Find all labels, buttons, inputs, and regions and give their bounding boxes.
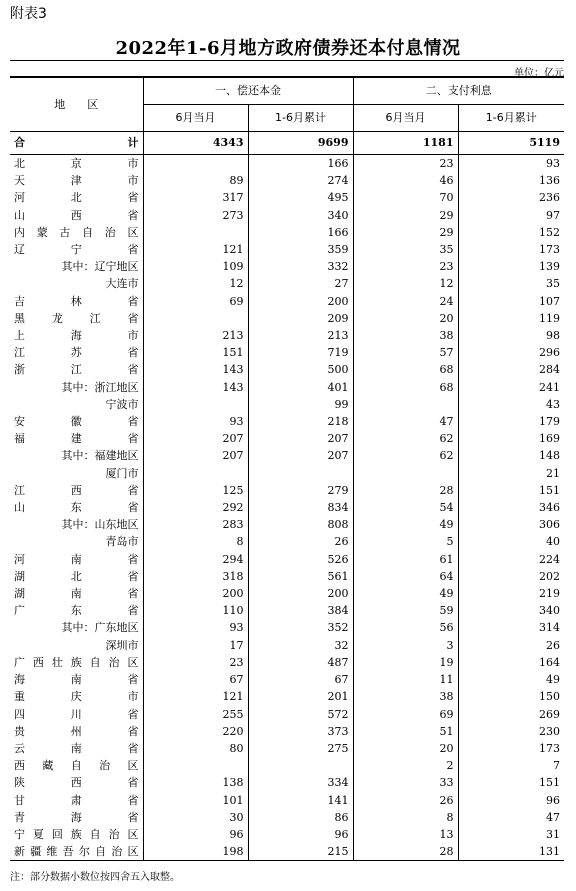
cell-interest-cumulative: 164 [458,654,564,671]
cell-principal-june: 220 [143,723,248,740]
cell-principal-cumulative: 495 [248,189,353,206]
table-row [10,396,564,413]
header-principal-cumulative: 1-6月累计 [248,105,353,132]
cell-principal-cumulative: 99 [248,396,353,413]
debt-table [10,76,564,861]
cell-interest-cumulative: 43 [458,396,564,413]
sub-region-label: 大连市 [105,277,139,291]
table-row [10,499,564,516]
cell-principal-cumulative: 166 [248,155,353,173]
cell-interest-cumulative: 179 [458,413,564,430]
cell-interest-june: 5 [353,533,458,550]
table-row [10,637,564,654]
cell-interest-cumulative: 97 [458,207,564,224]
cell-principal-june: 8 [143,533,248,550]
table-row [10,619,564,636]
region-label: 广西壮族自治区 [14,655,139,669]
region-label: 江西省 [14,483,139,497]
cell-interest-june [353,465,458,482]
cell-interest-june: 62 [353,430,458,447]
cell-interest-june: 23 [353,258,458,275]
cell-principal-june: 89 [143,172,248,189]
region-label: 福建省 [14,432,139,446]
sub-region-label: 青岛市 [105,535,139,549]
cell-principal-cumulative: 67 [248,671,353,688]
table-row [10,465,564,482]
cell-interest-june: 13 [353,826,458,843]
cell-principal-june: 200 [143,585,248,602]
cell-interest-cumulative: 150 [458,688,564,705]
cell-interest-cumulative: 340 [458,602,564,619]
region-label: 辽宁省 [14,243,139,257]
cell-interest-cumulative: 131 [458,843,564,861]
header-principal: 一、偿还本金 [143,77,353,105]
cell-interest-cumulative: 230 [458,723,564,740]
cell-principal-june: 283 [143,516,248,533]
header-region: 地 区 [10,77,143,132]
cell-interest-june: 20 [353,740,458,757]
table-row [10,843,564,861]
cell-principal-cumulative: 218 [248,413,353,430]
cell-principal-cumulative: 141 [248,792,353,809]
total-interest-cumulative: 5119 [458,132,564,155]
region-label: 天津市 [14,174,139,188]
region-label: 甘肃省 [14,793,139,807]
cell-interest-cumulative: 47 [458,809,564,826]
region-label: 云南省 [14,741,139,755]
cell-principal-cumulative: 274 [248,172,353,189]
table-row [10,293,564,310]
region-label: 四川省 [14,707,139,721]
cell-principal-june: 138 [143,774,248,791]
cell-interest-cumulative: 173 [458,241,564,258]
region-label: 上海市 [14,329,139,343]
cell-interest-cumulative: 107 [458,293,564,310]
region-label: 海南省 [14,673,139,687]
cell-principal-june: 294 [143,551,248,568]
cell-principal-june [143,757,248,774]
region-label: 陕西省 [14,776,139,790]
region-label: 北京市 [14,157,139,170]
cell-principal-cumulative: 27 [248,275,353,292]
region-label: 重庆市 [14,690,139,704]
cell-interest-june: 12 [353,275,458,292]
cell-interest-cumulative: 136 [458,172,564,189]
cell-interest-june: 8 [353,809,458,826]
cell-principal-cumulative: 500 [248,361,353,378]
cell-principal-june: 292 [143,499,248,516]
cell-interest-june: 56 [353,619,458,636]
cell-interest-june: 68 [353,379,458,396]
cell-interest-cumulative: 151 [458,774,564,791]
cell-principal-cumulative: 334 [248,774,353,791]
cell-principal-cumulative: 26 [248,533,353,550]
cell-interest-june: 29 [353,207,458,224]
cell-interest-june: 49 [353,516,458,533]
cell-principal-june: 67 [143,671,248,688]
title-divider [10,60,564,61]
table-row [10,516,564,533]
cell-interest-cumulative: 284 [458,361,564,378]
total-label: 合计 [14,136,139,149]
table-row [10,551,564,568]
table-row [10,757,564,774]
cell-principal-cumulative: 384 [248,602,353,619]
table-row [10,602,564,619]
table-row [10,482,564,499]
cell-principal-cumulative: 719 [248,344,353,361]
region-label: 安徽省 [14,415,139,429]
cell-interest-june: 20 [353,310,458,327]
cell-interest-june: 19 [353,654,458,671]
cell-principal-june [143,396,248,413]
table-row [10,241,564,258]
table-row [10,430,564,447]
cell-principal-cumulative: 166 [248,224,353,241]
cell-principal-june: 80 [143,740,248,757]
cell-principal-june: 30 [143,809,248,826]
cell-principal-june: 255 [143,706,248,723]
cell-interest-june: 24 [353,293,458,310]
header-principal-june: 6月当月 [143,105,248,132]
cell-principal-june: 207 [143,447,248,464]
region-label: 山西省 [14,208,139,222]
total-row [10,132,564,155]
cell-principal-june: 121 [143,241,248,258]
sub-region-label: 其中：福建地区 [61,449,139,463]
cell-principal-cumulative [248,757,353,774]
cell-principal-june: 143 [143,379,248,396]
table-row [10,706,564,723]
cell-interest-cumulative: 98 [458,327,564,344]
total-principal-june: 4343 [143,132,248,155]
region-label: 江苏省 [14,346,139,360]
cell-interest-cumulative: 148 [458,447,564,464]
cell-interest-cumulative: 269 [458,706,564,723]
cell-principal-june: 151 [143,344,248,361]
cell-interest-cumulative: 119 [458,310,564,327]
cell-principal-june: 318 [143,568,248,585]
cell-interest-cumulative: 40 [458,533,564,550]
cell-interest-june: 38 [353,688,458,705]
cell-principal-cumulative: 526 [248,551,353,568]
cell-interest-cumulative: 173 [458,740,564,757]
cell-principal-june: 110 [143,602,248,619]
header-interest-june: 6月当月 [353,105,458,132]
region-label: 浙江省 [14,363,139,377]
cell-principal-cumulative: 275 [248,740,353,757]
cell-principal-cumulative: 96 [248,826,353,843]
cell-interest-june: 35 [353,241,458,258]
cell-interest-june: 61 [353,551,458,568]
cell-principal-cumulative: 561 [248,568,353,585]
table-row [10,809,564,826]
cell-interest-june: 26 [353,792,458,809]
cell-principal-june: 125 [143,482,248,499]
region-label: 西藏自治区 [14,759,139,773]
cell-interest-cumulative: 35 [458,275,564,292]
cell-interest-cumulative: 49 [458,671,564,688]
cell-principal-cumulative: 86 [248,809,353,826]
cell-interest-june: 59 [353,602,458,619]
region-label: 河南省 [14,552,139,566]
cell-interest-june: 57 [353,344,458,361]
table-row [10,826,564,843]
sub-region-label: 深圳市 [105,638,139,652]
cell-interest-june: 47 [353,413,458,430]
cell-interest-cumulative: 236 [458,189,564,206]
cell-principal-cumulative: 359 [248,241,353,258]
region-label: 山东省 [14,501,139,515]
cell-principal-cumulative: 808 [248,516,353,533]
table-row [10,688,564,705]
cell-principal-june: 121 [143,688,248,705]
cell-interest-june: 62 [353,447,458,464]
cell-principal-june: 69 [143,293,248,310]
total-principal-cumulative: 9699 [248,132,353,155]
cell-principal-cumulative: 332 [248,258,353,275]
cell-principal-june: 198 [143,843,248,861]
cell-interest-cumulative: 31 [458,826,564,843]
cell-interest-cumulative: 314 [458,619,564,636]
table-row [10,275,564,292]
cell-principal-june: 101 [143,792,248,809]
region-label: 广东省 [14,604,139,618]
cell-interest-june: 23 [353,155,458,173]
cell-interest-june: 33 [353,774,458,791]
cell-principal-cumulative: 209 [248,310,353,327]
region-label: 青海省 [14,810,139,824]
sub-region-label: 厦门市 [105,466,139,480]
cell-interest-cumulative: 96 [458,792,564,809]
cell-principal-june [143,465,248,482]
cell-principal-june: 12 [143,275,248,292]
cell-principal-june: 23 [143,654,248,671]
cell-principal-cumulative: 215 [248,843,353,861]
cell-interest-cumulative: 306 [458,516,564,533]
cell-principal-cumulative: 340 [248,207,353,224]
region-label: 吉林省 [14,294,139,308]
region-label: 宁夏回族自治区 [14,827,139,841]
cell-principal-cumulative: 207 [248,447,353,464]
region-label: 贵州省 [14,724,139,738]
table-row [10,155,564,173]
cell-interest-june: 46 [353,172,458,189]
header-interest: 二、支付利息 [353,77,564,105]
cell-principal-cumulative [248,465,353,482]
table-row [10,310,564,327]
cell-principal-june: 93 [143,619,248,636]
table-row [10,327,564,344]
cell-interest-cumulative: 224 [458,551,564,568]
table-row [10,172,564,189]
cell-interest-june: 29 [353,224,458,241]
sub-region-label: 宁波市 [105,397,139,411]
cell-principal-june: 213 [143,327,248,344]
cell-principal-cumulative: 32 [248,637,353,654]
cell-principal-cumulative: 352 [248,619,353,636]
table-row [10,224,564,241]
cell-principal-cumulative: 200 [248,585,353,602]
cell-principal-june: 143 [143,361,248,378]
unit-label: 单位：亿元 [514,68,564,79]
cell-principal-cumulative: 200 [248,293,353,310]
table-row [10,723,564,740]
cell-interest-cumulative: 346 [458,499,564,516]
table-row [10,189,564,206]
cell-interest-june: 28 [353,843,458,861]
cell-interest-june: 38 [353,327,458,344]
cell-principal-cumulative: 401 [248,379,353,396]
cell-interest-cumulative: 26 [458,637,564,654]
header-interest-cumulative: 1-6月累计 [458,105,564,132]
cell-principal-june: 109 [143,258,248,275]
cell-principal-cumulative: 213 [248,327,353,344]
region-label: 黑龙江省 [14,311,139,325]
cell-principal-june: 317 [143,189,248,206]
cell-interest-cumulative: 21 [458,465,564,482]
table-row [10,585,564,602]
footnote: 注：部分数据小数位按四舍五入取整。 [10,872,180,883]
region-label: 河北省 [14,191,139,205]
cell-interest-june: 64 [353,568,458,585]
cell-principal-june: 96 [143,826,248,843]
cell-interest-cumulative: 7 [458,757,564,774]
cell-interest-cumulative: 93 [458,155,564,173]
table-row [10,361,564,378]
cell-interest-june [353,396,458,413]
cell-interest-cumulative: 151 [458,482,564,499]
table-row [10,413,564,430]
cell-principal-june [143,224,248,241]
appendix-label: 附表3 [10,6,47,22]
table-row [10,258,564,275]
cell-interest-cumulative: 202 [458,568,564,585]
cell-principal-cumulative: 487 [248,654,353,671]
cell-interest-june: 2 [353,757,458,774]
region-label: 新疆维吾尔自治区 [14,845,139,859]
cell-principal-cumulative: 373 [248,723,353,740]
region-label: 内蒙古自治区 [14,225,139,239]
cell-interest-june: 54 [353,499,458,516]
table-row [10,740,564,757]
page-title: 2022年1-6月地方政府债券还本付息情况 [115,38,461,59]
cell-interest-cumulative: 219 [458,585,564,602]
total-interest-june: 1181 [353,132,458,155]
cell-principal-cumulative: 201 [248,688,353,705]
region-label: 湖北省 [14,569,139,583]
cell-interest-cumulative: 241 [458,379,564,396]
cell-interest-cumulative: 296 [458,344,564,361]
cell-interest-june: 70 [353,189,458,206]
cell-principal-cumulative: 834 [248,499,353,516]
cell-principal-cumulative: 279 [248,482,353,499]
table-row [10,447,564,464]
table-row [10,344,564,361]
cell-principal-cumulative: 207 [248,430,353,447]
cell-interest-cumulative: 139 [458,258,564,275]
cell-principal-june: 273 [143,207,248,224]
table-row [10,792,564,809]
table-row [10,379,564,396]
region-label: 湖南省 [14,587,139,601]
cell-interest-june: 49 [353,585,458,602]
cell-principal-june: 93 [143,413,248,430]
table-row [10,207,564,224]
cell-principal-june [143,310,248,327]
cell-interest-cumulative: 169 [458,430,564,447]
sub-region-label: 其中：辽宁地区 [61,260,139,274]
cell-interest-june: 68 [353,361,458,378]
cell-interest-cumulative: 152 [458,224,564,241]
cell-principal-june: 17 [143,637,248,654]
table-row [10,568,564,585]
cell-interest-june: 51 [353,723,458,740]
table-row [10,654,564,671]
cell-principal-june [143,155,248,173]
cell-principal-cumulative: 572 [248,706,353,723]
sub-region-label: 其中：山东地区 [61,518,139,532]
cell-interest-june: 28 [353,482,458,499]
cell-interest-june: 11 [353,671,458,688]
table-row [10,671,564,688]
table-row [10,774,564,791]
table-row [10,533,564,550]
cell-interest-june: 69 [353,706,458,723]
sub-region-label: 其中：广东地区 [61,621,139,635]
sub-region-label: 其中：浙江地区 [61,380,139,394]
cell-interest-june: 3 [353,637,458,654]
cell-principal-june: 207 [143,430,248,447]
